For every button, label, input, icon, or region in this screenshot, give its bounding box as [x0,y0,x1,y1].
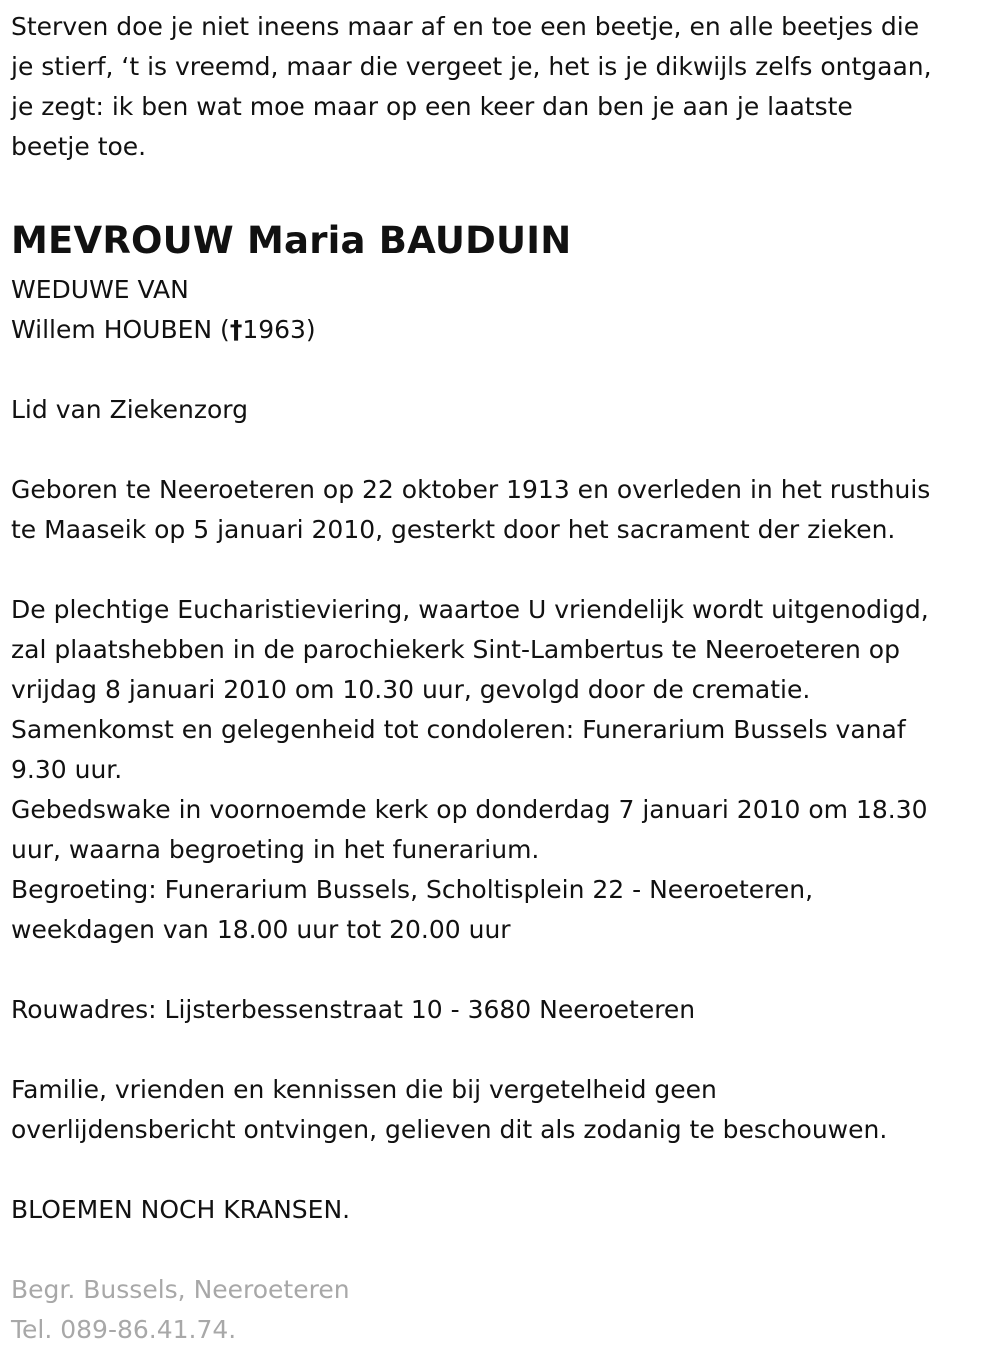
undertaker-footer [11,1270,992,1350]
paragraph-line: De plechtige Eucharistieviering, waartoe U vriendelijk wordt uitgenodigd, [11,595,929,624]
paragraph-line: 9.30 uur. [11,755,123,784]
birth-death-paragraph [11,470,992,550]
deceased-name: MEVROUW Maria BAUDUIN [11,219,572,262]
spacer [11,550,992,590]
paragraph-line: vrijdag 8 januari 2010 om 10.30 uur, gevolgd door de crematie. [11,675,811,704]
flowers-note: BLOEMEN NOCH KRANSEN. [11,1195,351,1224]
paragraph-line: te Maaseik op 5 januari 2010, gesterkt door het sacrament der zieken. [11,515,896,544]
spacer [11,430,992,470]
family-note [11,1070,992,1150]
poem-line: je stierf, ‘t is vreemd, maar die vergeet je, het is je dikwijls zelfs ontgaan, [11,52,932,81]
paragraph-line: uur, waarna begroeting in het funerarium. [11,835,540,864]
spouse-death-year: 1963) [242,315,316,344]
widow-label: WEDUWE VAN [11,275,189,304]
spacer [11,1230,992,1270]
poem-line: Sterven doe je niet ineens maar af en toe een beetje, en alle beetjes die [11,12,920,41]
membership: Lid van Ziekenzorg [11,395,248,424]
paragraph-line: zal plaatshebben in de parochiekerk Sint-Lambertus te Neeroeteren op [11,635,900,664]
spacer [11,1150,992,1190]
undertaker-name: Begr. Bussels, Neeroeteren [11,1275,350,1304]
paragraph-line: weekdagen van 18.00 uur tot 20.00 uur [11,915,511,944]
paragraph-line: Begroeting: Funerarium Bussels, Scholtisplein 22 - Neeroeteren, [11,875,814,904]
paragraph-line: overlijdensbericht ontvingen, gelieven dit als zodanig te beschouwen. [11,1115,888,1144]
spacer [11,1030,992,1070]
spouse-name: Willem HOUBEN ( [11,315,230,344]
paragraph-line: Samenkomst en gelegenheid tot condoleren: Funerarium Bussels vanaf [11,715,906,744]
poem [11,7,992,167]
poem-line: je zegt: ik ben wat moe maar op een keer dan ben je aan je laatste [11,92,853,121]
mourning-address: Rouwadres: Lijsterbessenstraat 10 - 3680 Neeroeteren [11,995,696,1024]
spouse-line [11,310,992,350]
poem-line: beetje toe. [11,132,147,161]
spacer [11,950,992,990]
cross-icon: † [229,315,243,344]
undertaker-phone: Tel. 089-86.41.74. [11,1315,237,1344]
paragraph-line: Familie, vrienden en kennissen die bij vergetelheid geen [11,1075,717,1104]
paragraph-line: Gebedswake in voornoemde kerk op donderdag 7 januari 2010 om 18.30 [11,795,928,824]
ceremony-paragraph [11,590,992,950]
paragraph-line: Geboren te Neeroeteren op 22 oktober 1913 en overleden in het rusthuis [11,475,931,504]
spacer [11,350,992,390]
